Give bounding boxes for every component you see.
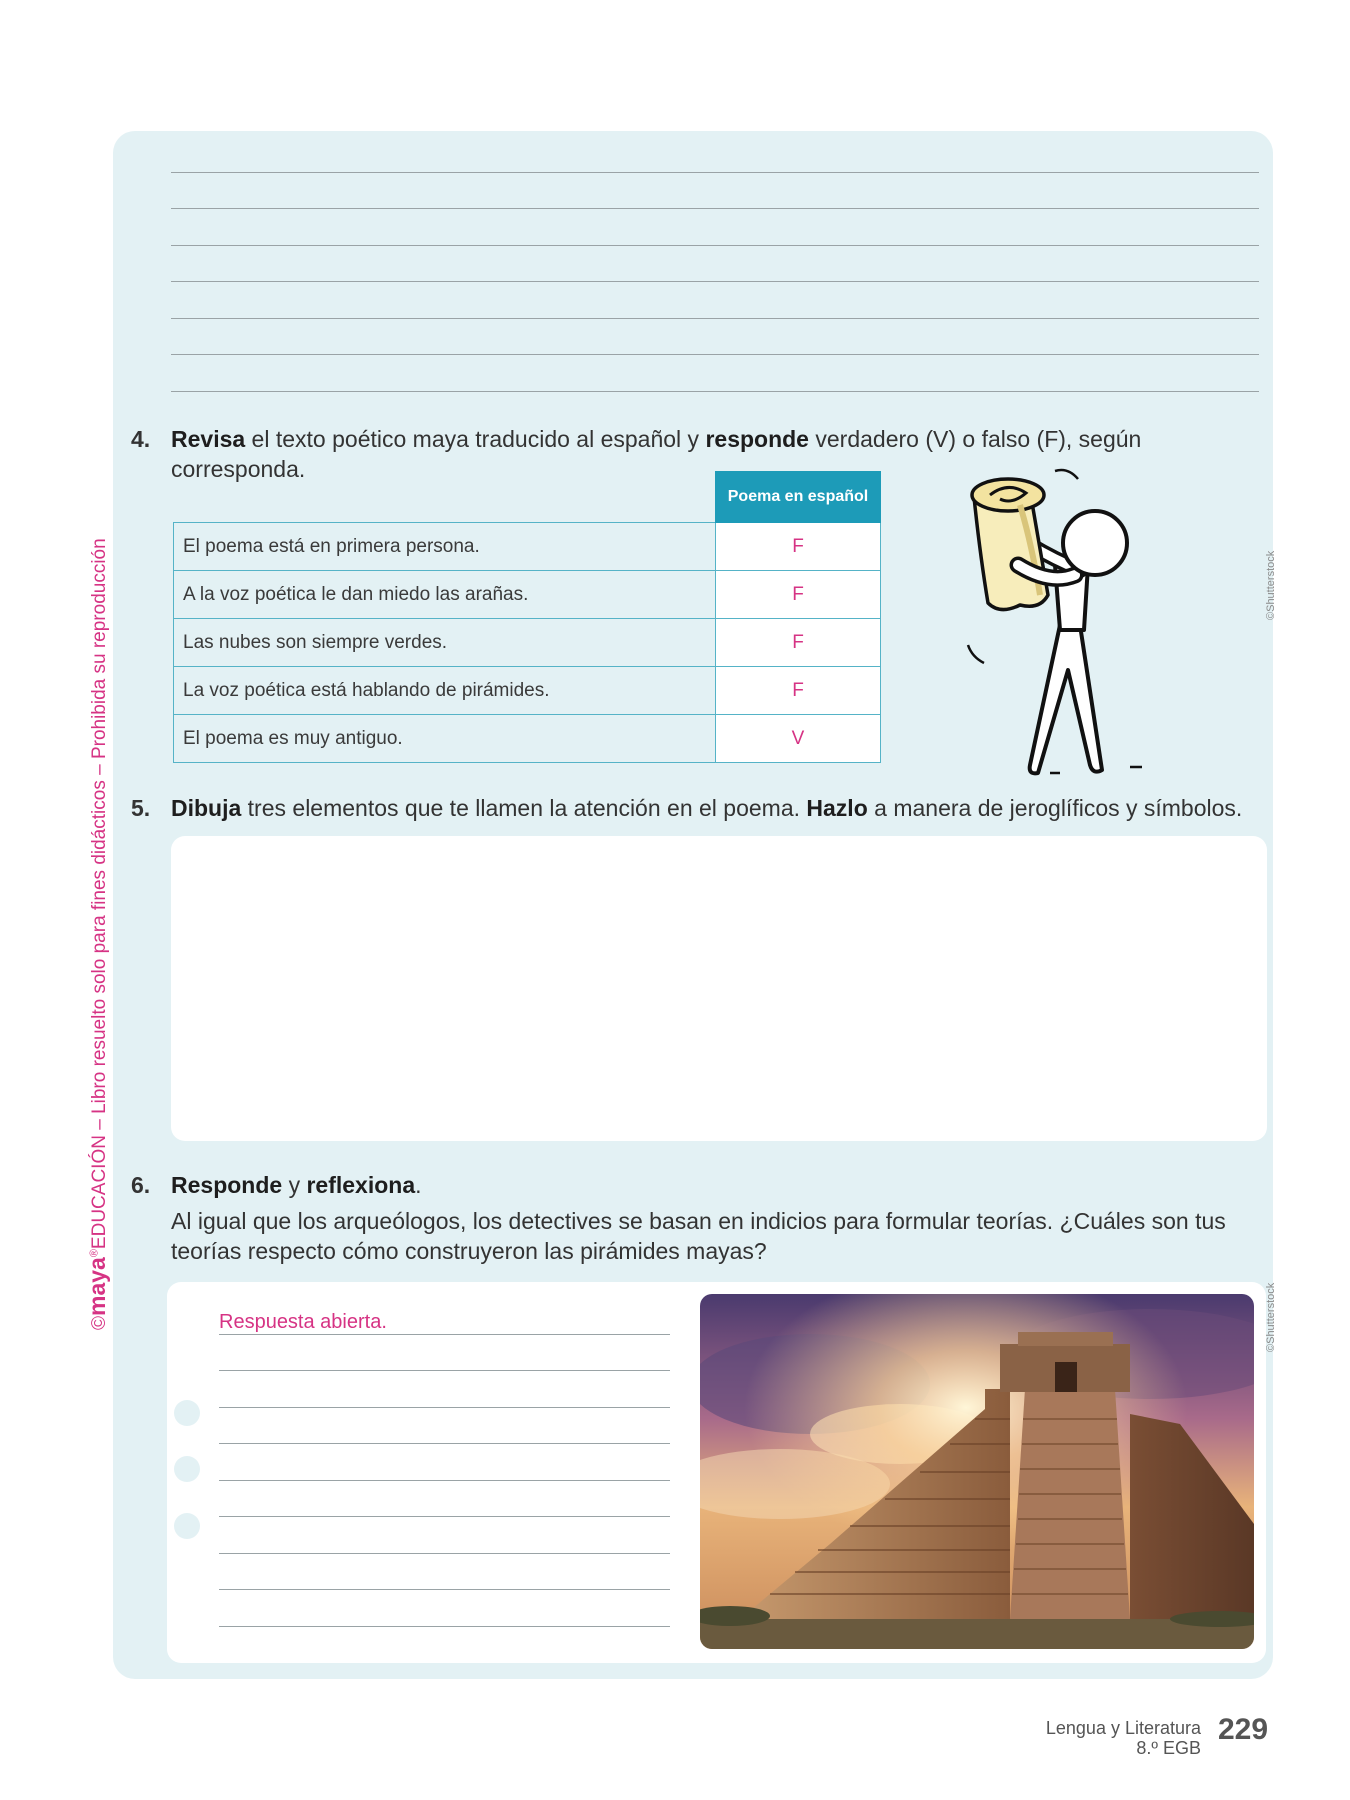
footer-subject	[1046, 1718, 1201, 1758]
page-number: 229	[1218, 1713, 1269, 1746]
table-row: La voz poética está hablando de pirámides. F	[174, 667, 881, 715]
stick-figure-scroll-illustration	[960, 465, 1160, 780]
decorative-dot	[174, 1400, 200, 1426]
photo-credit: ©Shutterstock	[1265, 1282, 1277, 1352]
answer-cell[interactable]: F	[716, 619, 881, 667]
mayan-pyramid-photo	[700, 1294, 1254, 1649]
question-6: 6. Responde y reflexiona.	[131, 1172, 422, 1198]
table-row: El poema está en primera persona. F	[174, 523, 881, 571]
answer-cell[interactable]: F	[716, 667, 881, 715]
question-5: 5. Dibuja tres elementos que te llamen la atención en el poema. Hazlo a manera de jeroglíficos y símbolos.	[131, 795, 1243, 821]
question-6-body: Al igual que los arqueólogos, los detectives se basan en indicios para formular teorías. ¿Cuáles son tus teorías respecto cómo construyeron las pirámides mayas?	[171, 1208, 1226, 1264]
grade-level: 8.º EGB	[1136, 1738, 1201, 1758]
subject-name: Lengua y Literatura	[1045, 1718, 1201, 1738]
table-row: Las nubes son siempre verdes. F	[174, 619, 881, 667]
answer-cell[interactable]: F	[716, 571, 881, 619]
question-4: 4. Revisa el texto poético maya traducido al español y responde verdadero (V) o falso (F), según corresponda.	[131, 426, 1142, 482]
table-row: El poema es muy antiguo. V	[174, 715, 881, 763]
decorative-dot	[174, 1456, 200, 1482]
table-row: A la voz poética le dan miedo las arañas. F	[174, 571, 881, 619]
copyright-sidebar: ©maya®EDUCACIÓN – Libro resuelto solo para fines didácticos – Prohibida su reproducción	[84, 538, 110, 1330]
illustration-credit: ©Shutterstock	[1265, 550, 1277, 620]
drawing-area[interactable]	[171, 836, 1267, 1141]
maya-logo: maya	[84, 1257, 110, 1316]
answer-cell[interactable]: V	[716, 715, 881, 763]
answer-cell[interactable]: F	[716, 523, 881, 571]
true-false-table	[173, 471, 881, 763]
table-header: Poema en español	[716, 472, 881, 523]
decorative-dot	[174, 1513, 200, 1539]
answer-text: Respuesta abierta.	[219, 1311, 387, 1333]
